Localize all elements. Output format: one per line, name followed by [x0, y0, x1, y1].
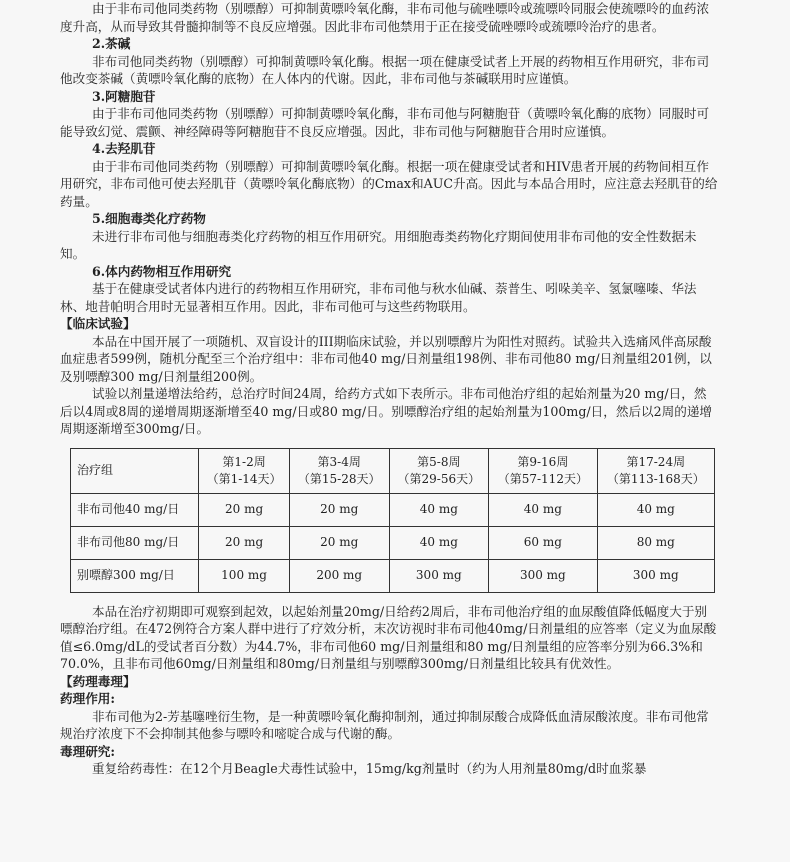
section-heading: 【药理毒理】 — [60, 673, 136, 689]
dosing-table — [70, 448, 715, 593]
paragraph: 本品在中国开展了一项随机、双盲设计的III期临床试验，并以别嘌醇片为阳性对照药。试验共入选痛风伴高尿酸血症患者599例，随机分配至三个治疗组中：非布司他40 mg/日剂量组198例、非布司他80 mg/日剂量组201例，以及别嘌醇300 mg/日剂量组200例。 — [60, 333, 712, 384]
table-row: 非布司他40 mg/日 20 mg 20 mg 40 mg 40 mg 40 mg — [71, 493, 715, 526]
subsection-heading: 药理作用: — [60, 691, 116, 706]
table-header: 第9-16周 （第57-112天） — [489, 448, 597, 493]
paragraph: 试验以剂量递增法给药，总治疗时间24周，给药方式如下表所示。非布司他治疗组的起始剂量为20 mg/日，然后以4周或8周的递增周期逐渐增至40 mg/日或80 mg/日。别嘌醇治疗组的起始剂量为100mg/日，然后以2周的递增周期逐渐增至300mg/日。 — [60, 386, 713, 436]
paragraph: 未进行非布司他与细胞毒类化疗药物的相互作用研究。用细胞毒类药物化疗期间使用非布司他的安全性数据未知。 — [60, 228, 697, 261]
paragraph: 由于非布司他同类药物（别嘌醇）可抑制黄嘌呤氧化酶。根据一项在健康受试者和HIV患者开展的药物间相互作用研究，非布司他可使去羟肌苷（黄嘌呤氧化酶底物）的Cmax和AUC升高。因此与本品合用时，应注意去羟肌苷的给药量。 — [60, 158, 718, 209]
table-row: 非布司他80 mg/日 20 mg 20 mg 40 mg 60 mg 80 mg — [71, 526, 715, 559]
paragraph: 非布司他同类药物（别嘌醇）可抑制黄嘌呤氧化酶。根据一项在健康受试者上开展的药物相互作用研究，非布司他改变茶碱（黄嘌呤氧化酶的底物）在人体内的代谢。因此，非布司他与茶碱联用时应谨慎。 — [60, 53, 710, 86]
table-header: 第5-8周 （第29-56天） — [389, 448, 489, 493]
paragraph: 由于非布司他同类药物（别嘌醇）可抑制黄嘌呤氧化酶，非布司他与硫唑嘌呤或巯嘌呤同服会使巯嘌呤的血药浓度升高，从而导致其骨髓抑制等不良反应增强。因此非布司他禁用于正在接受硫唑嘌呤或巯嘌呤治疗的患者。 — [60, 1, 710, 34]
table-header: 第17-24周 （第113-168天） — [597, 448, 714, 493]
subsection-heading: 毒理研究: — [60, 743, 116, 759]
subheading: 2.茶碱 — [92, 36, 131, 51]
subheading: 5.细胞毒类化疗药物 — [92, 211, 206, 226]
table-row: 别嘌醇300 mg/日 100 mg 200 mg 300 mg 300 mg 300 mg — [71, 559, 715, 592]
subheading: 4.去羟肌苷 — [92, 141, 156, 156]
table-header: 第3-4周 （第15-28天） — [289, 448, 389, 493]
paragraph: 非布司他为2-芳基噻唑衍生物，是一种黄嘌呤氧化酶抑制剂，通过抑制尿酸合成降低血清尿酸浓度。非布司他常规治疗浓度下不会抑制其他参与嘌呤和嘧啶合成与代谢的酶。 — [60, 708, 709, 741]
table-header: 治疗组 — [71, 448, 199, 493]
section-heading: 【临床试验】 — [60, 316, 136, 331]
paragraph: 基于在健康受试者体内进行的药物相互作用研究，非布司他与秋水仙碱、萘普生、吲哚美辛、氢氯噻嗪、华法林、地昔帕明合用时无显著相互作用。因此，非布司他可与这些药物联用。 — [60, 281, 697, 314]
subheading: 6.体内药物相互作用研究 — [92, 263, 232, 279]
subheading: 3.阿糖胞苷 — [92, 88, 156, 104]
table-header: 第1-2周 （第1-14天） — [199, 448, 290, 493]
paragraph: 由于非布司他同类药物（别嘌醇）可抑制黄嘌呤氧化酶，非布司他与阿糖胞苷（黄嘌呤氧化酶的底物）同服时可能导致幻觉、震颤、神经障碍等阿糖胞苷不良反应增强。因此，非布司他与阿糖胞苷合用时应谨慎。 — [60, 106, 710, 139]
paragraph: 本品在治疗初期即可观察到起效，以起始剂量20mg/日给药2周后，非布司他治疗组的血尿酸值降低幅度大于别嘌醇治疗组。在472例符合方案人群中进行了疗效分析，末次访视时非布司他40mg/日剂量组的应答率（定义为血尿酸值≤6.0mg/dL的受试者百分数）为44.7%，非布司他60 mg/日剂量组和80 mg/日剂量组的应答率分别为66.3%和70.0%，且非布司他60mg/日剂量组和80mg/日剂量组与别嘌醇300mg/日剂量组比较具有优效性。 — [60, 603, 717, 671]
paragraph: 重复给药毒性：在12个月Beagle犬毒性试验中，15mg/kg剂量时（约为人用剂量80mg/d时血浆暴 — [92, 761, 647, 776]
